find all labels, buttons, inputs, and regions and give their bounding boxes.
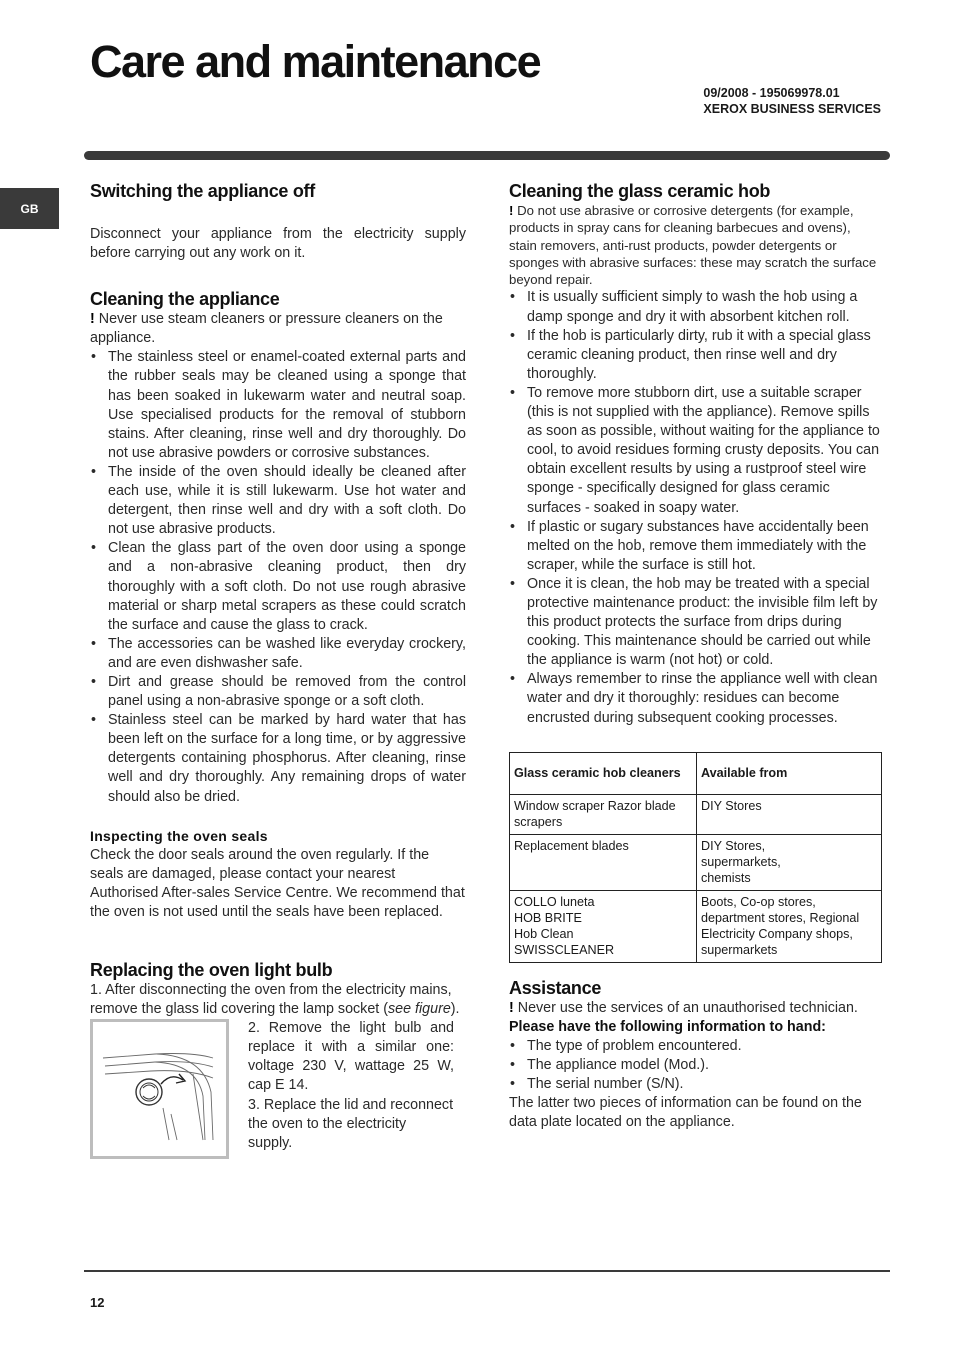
bulb-step-1-end: ). xyxy=(450,1001,460,1018)
bulb-step-1 xyxy=(90,981,466,1019)
cleaners-table xyxy=(509,752,882,963)
page-title: Care and maintenance xyxy=(90,36,541,87)
table-row xyxy=(510,834,882,890)
list-item: • If the hob is particularly dirty, rub it with a special glass ceramic cleaning product, then rinse well and dry thoroughly. xyxy=(509,327,881,384)
warning-mark-icon: ! xyxy=(90,311,95,328)
bulb-figure-text xyxy=(248,1019,454,1153)
bulb-step-3: 3. Replace the lid and reconnect the oven to the electricity supply. xyxy=(248,1096,454,1151)
assistance-heading: Assistance xyxy=(509,977,602,998)
table-cell-line: DIY Stores xyxy=(701,798,762,813)
ref-code: 09/2008 - 195069978.01 xyxy=(703,86,840,100)
bottom-rule xyxy=(84,1270,890,1272)
table-cell-line: Window scraper Razor blade scrapers xyxy=(514,798,676,829)
table-cell-cleaner xyxy=(510,794,697,834)
table-row xyxy=(510,794,882,834)
switching-off-text: Disconnect your appliance from the electricity supply before carrying out any work on it. xyxy=(90,226,466,262)
table-header-cleaners: Glass ceramic hob cleaners xyxy=(510,752,697,794)
list-item: • It is usually sufficient simply to wash the hob using a damp sponge and dry it with absorbent kitchen roll. xyxy=(509,288,881,326)
bulb-figure-block xyxy=(90,1019,466,1159)
document-reference xyxy=(703,85,881,117)
assistance-footer-text: The latter two pieces of information can be found on the data plate located on the appliance. xyxy=(509,1095,862,1131)
cleaning-warning xyxy=(90,310,466,348)
list-item: • To remove more stubborn dirt, use a suitable scraper (this is not supplied with the appliance). Remove spills as soon as possible, without waiting for the appliance to cool, to avoid residues forming crusty deposits. You can obtain excellent results by using a rustproof steel wire sponge - specifically designed for glass ceramic surfaces - soaked in soapy water. xyxy=(509,384,881,518)
table-cell-line: Boots, Co-op stores, department stores, Regional Electricity Company shops, supermarkets xyxy=(701,894,860,957)
table-cell-line: DIY Stores, xyxy=(701,838,766,853)
list-item: • Always remember to rinse the appliance well with clean water and dry it thoroughly: residues can become encrusted during subsequent cooking processes. xyxy=(509,670,881,727)
see-figure-ref: see figure xyxy=(388,1001,451,1018)
table-cell-availability xyxy=(697,834,882,890)
hob-warning xyxy=(509,202,881,288)
table-cell-line: HOB BRITE xyxy=(514,910,582,925)
table-header-available: Available from xyxy=(697,752,882,794)
list-item: • Clean the glass part of the oven door using a sponge and a non-abrasive cleaning product, then dry thoroughly with a soft cloth. Do not use rough abrasive material or sharp metal scrapers as these could scratch the surface and cause the glass to crack. xyxy=(90,539,466,634)
switching-off-heading: Switching the appliance off xyxy=(90,181,315,201)
bulb-heading: Replacing the oven light bulb xyxy=(90,960,333,980)
cleaning-bullet-list xyxy=(90,348,466,806)
list-item: • The appliance model (Mod.). xyxy=(509,1056,881,1075)
language-tab: GB xyxy=(0,188,59,229)
left-column xyxy=(90,180,466,1159)
warning-mark-icon: ! xyxy=(509,999,514,1016)
list-item: • The serial number (S/N). xyxy=(509,1075,881,1094)
table-cell-availability xyxy=(697,794,882,834)
table-cell-line: chemists xyxy=(701,870,751,885)
hob-heading: Cleaning the glass ceramic hob xyxy=(509,181,771,201)
seals-heading: Inspecting the oven seals xyxy=(90,827,268,844)
table-cell-line: Hob Clean xyxy=(514,926,574,941)
right-column xyxy=(509,180,881,1132)
seals-text: Check the door seals around the oven regularly. If the seals are damaged, please contact your nearest Authorised After-sales Service Centre. We recommend that the oven is not used until the seals have been replaced. xyxy=(90,846,465,920)
table-body xyxy=(510,794,882,962)
list-item: • The stainless steel or enamel-coated external parts and the rubber seals may be cleaned using a sponge that has been soaked in lukewarm water and neutral soap. Use specialised products for the removal of stubborn stains. After cleaning, rinse well and dry thoroughly. Do not use abrasive powders or corrosive substances. xyxy=(90,348,466,463)
cleaning-warning-text: Never use steam cleaners or pressure cleaners on the appliance. xyxy=(90,311,443,347)
page-number: 12 xyxy=(90,1295,105,1310)
list-item: • Stainless steel can be marked by hard water that has been left on the surface for a long time, or by aggressive detergents containing phosphorus. After cleaning, rinse well and dry thoroughly. Any remaining drops of water should also be dried. xyxy=(90,711,466,806)
table-row xyxy=(510,890,882,962)
list-item: • The accessories can be washed like everyday crockery, and are even dishwasher safe. xyxy=(90,635,466,673)
assistance-warning-text: Never use the services of an unauthorised technician. xyxy=(517,999,858,1016)
table-cell-line: Replacement blades xyxy=(514,838,629,853)
list-item: • Dirt and grease should be removed from the control panel using a non-abrasive sponge or a soft cloth. xyxy=(90,673,466,711)
list-item: • The inside of the oven should ideally be cleaned after each use, while it is still lukewarm. Use hot water and detergent, then rinse well and dry with a soft cloth. Do not use abrasive products. xyxy=(90,463,466,539)
assistance-warning xyxy=(509,999,881,1018)
top-rule xyxy=(84,151,890,160)
warning-mark-icon: ! xyxy=(509,203,514,218)
list-item: • The type of problem encountered. xyxy=(509,1037,881,1056)
table-cell-cleaner xyxy=(510,890,697,962)
assistance-bullet-list xyxy=(509,1037,881,1094)
table-cell-line: COLLO luneta xyxy=(514,894,595,909)
table-header-row xyxy=(510,752,882,794)
cleaning-appliance-heading: Cleaning the appliance xyxy=(90,289,280,310)
bulb-step-2: 2. Remove the light bulb and replace it with a similar one: voltage 230 V, wattage 25 W, cap E 14. xyxy=(248,1020,454,1094)
lamp-socket-illustration-icon xyxy=(93,1022,226,1156)
table-cell-line: supermarkets, xyxy=(701,854,781,869)
hob-warning-text: Do not use abrasive or corrosive detergents (for example, products in spray cans for cleaning barbecues and ovens), stain removers, anti-rust products, powder detergents or sponges with abrasive surfaces: these may scratch the surface beyond repair. xyxy=(509,203,877,288)
assistance-info-heading: Please have the following information to hand: xyxy=(509,1018,826,1035)
table-cell-availability xyxy=(697,890,882,962)
lamp-socket-figure xyxy=(90,1019,229,1159)
hob-bullet-list xyxy=(509,288,881,727)
list-item: • If plastic or sugary substances have accidentally been melted on the hob, remove them immediately with the scraper, while the surface is still hot. xyxy=(509,518,881,575)
list-item: • Once it is clean, the hob may be treated with a special protective maintenance product: the invisible film left by this product protects the surface from drips during cooking. This maintenance should be carried out while the appliance is warm (not hot) or cold. xyxy=(509,575,881,670)
table-cell-line: SWISSCLEANER xyxy=(514,942,615,957)
ref-publisher: XEROX BUSINESS SERVICES xyxy=(703,102,881,116)
bulb-step-1-text: 1. After disconnecting the oven from the electricity mains, remove the glass lid covering the lamp socket ( xyxy=(90,982,452,1018)
table-cell-cleaner xyxy=(510,834,697,890)
